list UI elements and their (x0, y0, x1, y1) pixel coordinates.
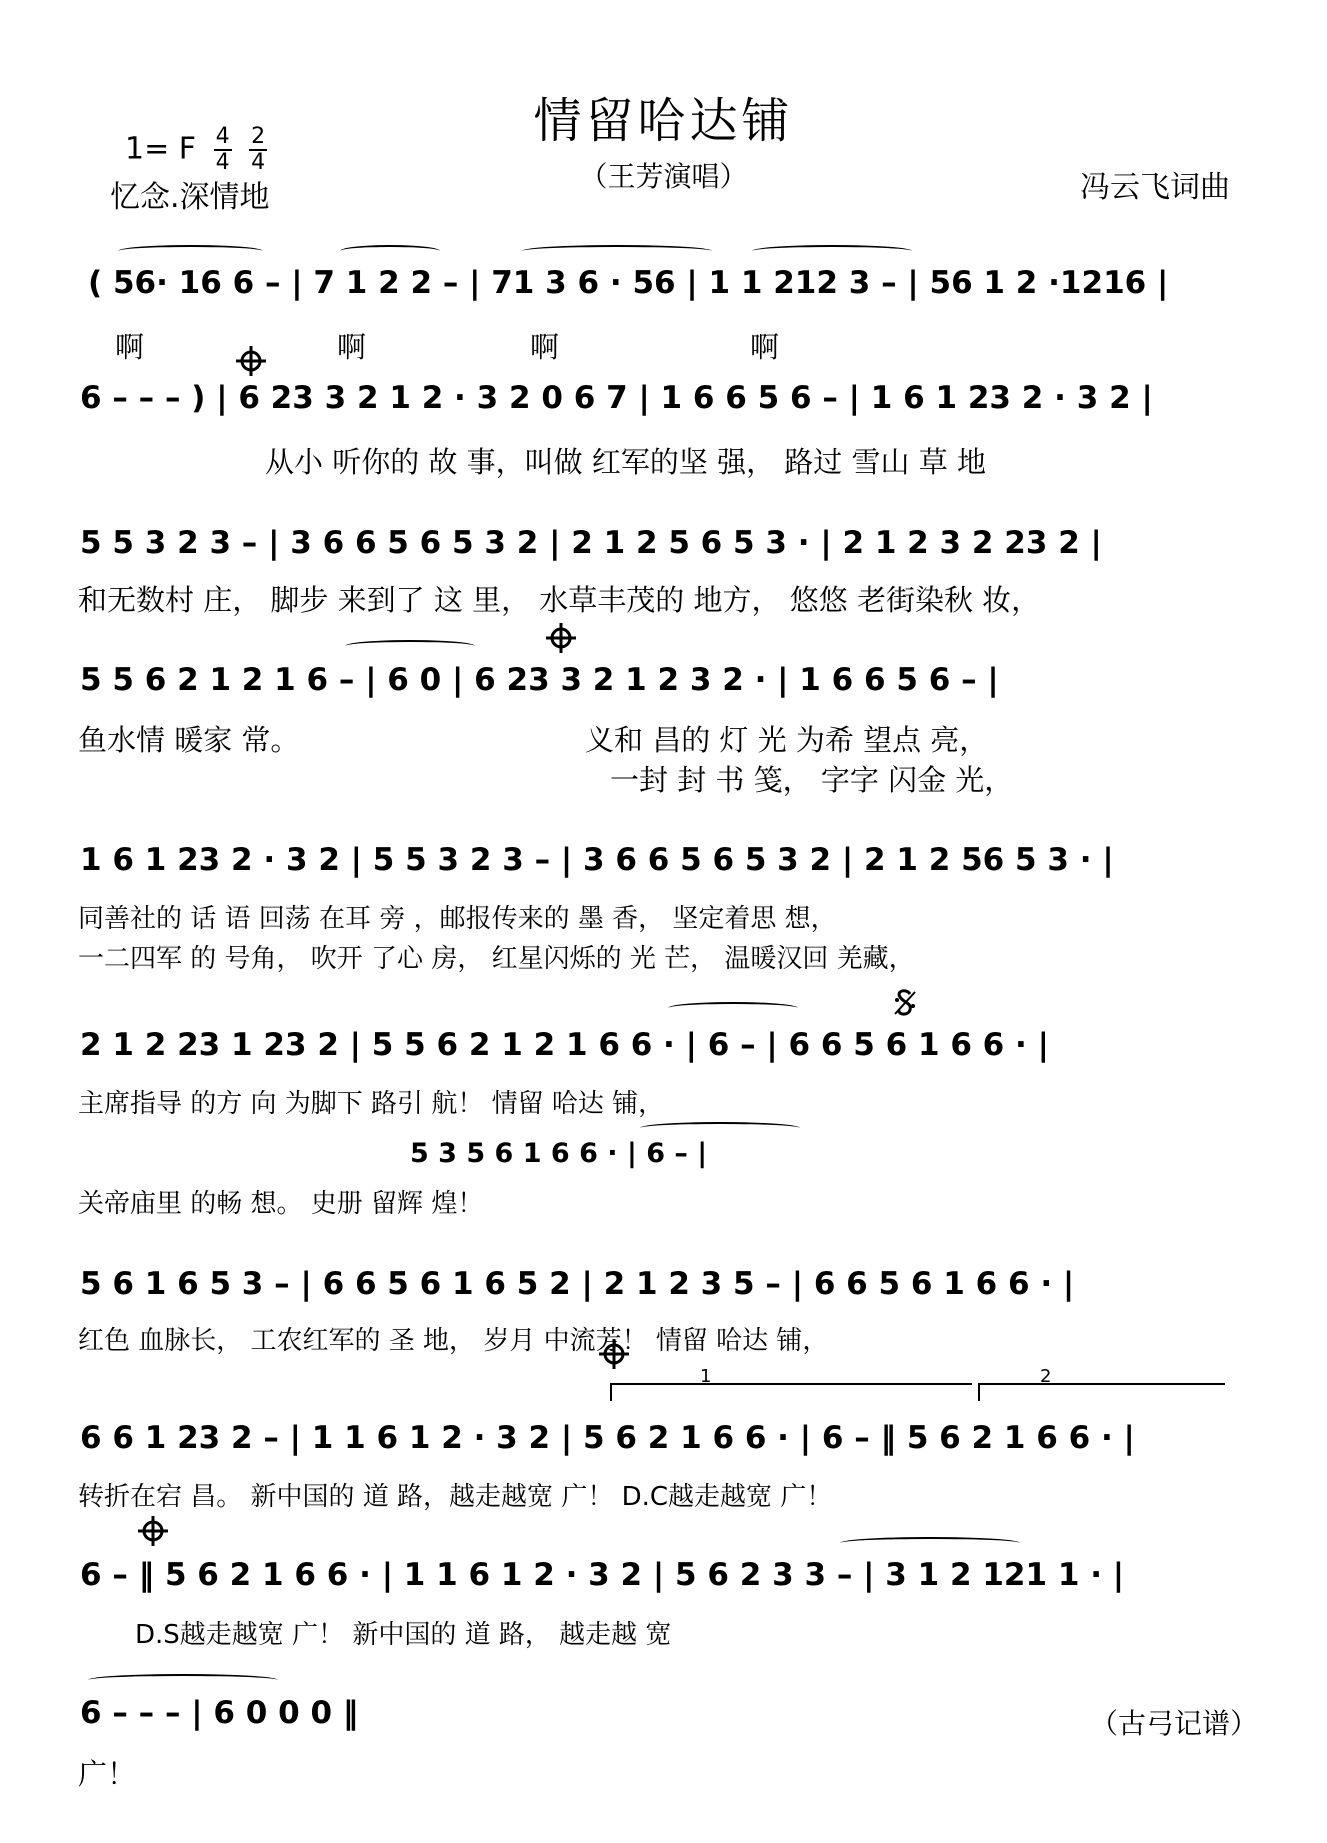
notation-line-10: 6 – – – | 6 0 0 0 ‖ (80, 1695, 359, 1731)
notation-line-1: ( 56· 16 6 – | 7 1 2 2 – | 71 3 6 · 56 | 1 1 212 3 – | 56 1 2 ·1216 | (88, 265, 1169, 301)
volta-bracket-1 (610, 1383, 972, 1401)
key-signature (125, 126, 267, 174)
song-subtitle: （王芳演唱） (579, 160, 748, 193)
lyric-line-5-verse-2: 一二四军 的 号角， 吹开 了心 房， 红星闪烁的 光 芒， 温暖汉回 羌藏， (78, 944, 915, 974)
lyric-line-1-c: 啊 (530, 330, 560, 364)
transcriber-credit: （古弓记谱） (1090, 1707, 1259, 1740)
notation-line-8: 6 6 1 23 2 – | 1 1 6 1 2 · 3 2 | 5 6 2 1 6 6 · | 6 – ‖ 5 6 2 1 6 6 · | (80, 1420, 1135, 1456)
tempo-marking: 忆念.深情地 (110, 180, 270, 215)
lyric-line-8: 转折在宕 昌。 新中国的 道 路，越走越宽 广！ D.C越走越宽 广！ (78, 1482, 833, 1512)
time-signature-a (214, 126, 232, 174)
notation-line-5: 1 6 1 23 2 · 3 2 | 5 5 3 2 3 – | 3 6 6 5 6 5 3 2 | 2 1 2 56 5 3 · | (80, 842, 1114, 878)
lyric-line-1-d: 啊 (750, 330, 780, 364)
notation-line-2: 6 – – – ) | 6 23 3 2 1 2 · 3 2 0 6 7 | 1 6 6 5 6 – | 1 6 1 23 2 · 3 2 | (80, 380, 1153, 416)
lyric-line-10: 广！ (78, 1757, 137, 1791)
key-label: 1= F (125, 131, 197, 167)
coda-icon (137, 1515, 169, 1547)
time-b-den: 4 (251, 150, 266, 175)
time-b-num: 2 (251, 124, 266, 149)
lyric-line-1-b: 啊 (337, 330, 367, 364)
notation-line-4: 5 5 6 2 1 2 1 6 – | 6 0 | 6 23 3 2 1 2 3 2 · | 1 6 6 5 6 – | (80, 662, 999, 698)
lyric-line-9: D.S越走越宽 广！ 新中国的 道 路， 越走越 宽 (135, 1620, 672, 1650)
lyric-line-6b: 关帝庙里 的畅 想。 史册 留辉 煌！ (78, 1189, 484, 1219)
lyric-line-1-a: 啊 (115, 330, 145, 364)
lyric-line-4-verse-2: 一封 封 书 笺， 字字 闪金 光， (610, 763, 1014, 797)
lyric-line-6: 主席指导 的方 向 为脚下 路引 航！ 情留 哈达 铺， (78, 1089, 665, 1119)
slur-mark (340, 245, 440, 257)
lyric-line-7: 红色 血脉长， 工农红军的 圣 地， 岁月 中流芳！ 情留 哈达 铺， (78, 1326, 829, 1356)
slur-mark (522, 245, 712, 257)
song-title: 情留哈达铺 (533, 93, 794, 149)
lyric-line-5-verse-1: 同善社的 话 语 回荡 在耳 旁 ，邮报传来的 墨 香， 坚定着思 想， (78, 904, 837, 934)
segno-icon (892, 988, 918, 1018)
slur-mark (640, 1122, 800, 1134)
lyric-line-3: 和无数村 庄， 脚步 来到了 这 里， 水草丰茂的 地方， 悠悠 老街染秋 妆， (78, 583, 1041, 617)
lyric-line-4-verse-1: 义和 昌的 灯 光 为希 望点 亮， (585, 723, 989, 757)
time-a-den: 4 (215, 150, 230, 175)
slur-mark (668, 1002, 798, 1014)
volta-bracket-2 (978, 1383, 1225, 1401)
slur-mark (752, 245, 912, 257)
lyric-line-4: 鱼水情 暖家 常。 (78, 723, 300, 757)
slur-mark (840, 1537, 1020, 1549)
time-a-num: 4 (215, 124, 230, 149)
notation-line-6b: 5 3 5 6 1 6 6 · | 6 – | (410, 1138, 708, 1169)
coda-icon (545, 622, 577, 654)
slur-mark (345, 640, 475, 652)
slur-mark (118, 245, 263, 257)
notation-line-3: 5 5 3 2 3 – | 3 6 6 5 6 5 3 2 | 2 1 2 5 6 5 3 · | 2 1 2 3 2 23 2 | (80, 525, 1102, 561)
notation-line-7: 5 6 1 6 5 3 – | 6 6 5 6 1 6 5 2 | 2 1 2 3 5 – | 6 6 5 6 1 6 6 · | (80, 1266, 1075, 1302)
slur-mark (88, 1674, 278, 1686)
volta-1-label: 1 (700, 1366, 712, 1387)
coda-icon (235, 345, 267, 377)
coda-icon (598, 1338, 630, 1370)
notation-line-9: 6 – ‖ 5 6 2 1 6 6 · | 1 1 6 1 2 · 3 2 | 5 6 2 3 3 – | 3 1 2 121 1 · | (80, 1557, 1125, 1593)
time-signature-b (249, 126, 267, 174)
volta-2-label: 2 (1040, 1366, 1052, 1387)
lyric-line-2: 从小 听你的 故 事，叫做 红军的坚 强， 路过 雪山 草 地 (265, 445, 986, 479)
composer-credit: 冯云飞词曲 (1080, 170, 1230, 205)
notation-line-6: 2 1 2 23 1 23 2 | 5 5 6 2 1 2 1 6 6 · | 6 – | 6 6 5 6 1 6 6 · | (80, 1027, 1049, 1063)
